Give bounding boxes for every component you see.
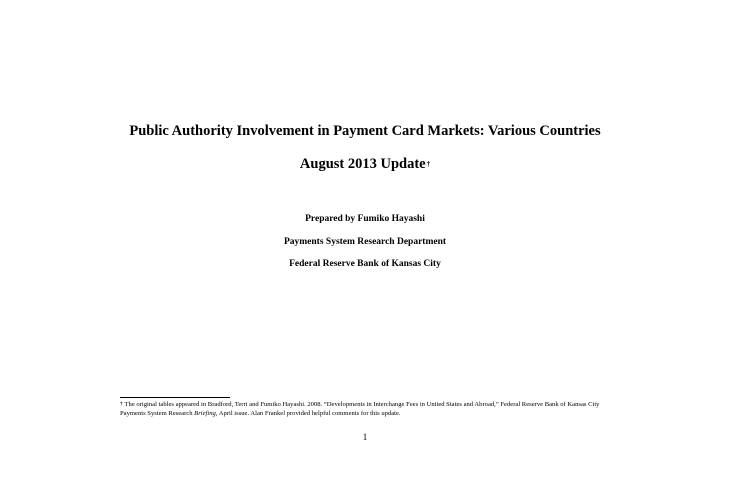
author-institution: Federal Reserve Bank of Kansas City (289, 259, 441, 269)
footnote-text-italic: Briefing (194, 409, 216, 417)
document-title: Public Authority Involvement in Payment Card Markets: Various Countries (129, 123, 601, 139)
footnote (120, 401, 620, 418)
page-number: 1 (362, 432, 368, 442)
footnote-divider (120, 397, 230, 398)
footnote-text-before: The original tables appeared in Bradford, Terri and Fumiko Hayashi. 2008. “Developments in Interchange Fees in United States and Abroad,” Federal Reserve Bank of Kansas City Payments System Research (120, 401, 600, 417)
subtitle-text: August 2013 Update (299, 156, 426, 172)
subtitle-footnote-mark: † (426, 160, 431, 168)
author-department: Payments System Research Department (283, 237, 447, 247)
document-subtitle (0, 155, 730, 173)
footnote-mark: † (120, 402, 123, 407)
footnote-text-after: , April issue. Alan Frankel provided helpful comments for this update. (215, 409, 401, 417)
author-name: Prepared by Fumiko Hayashi (305, 214, 425, 224)
